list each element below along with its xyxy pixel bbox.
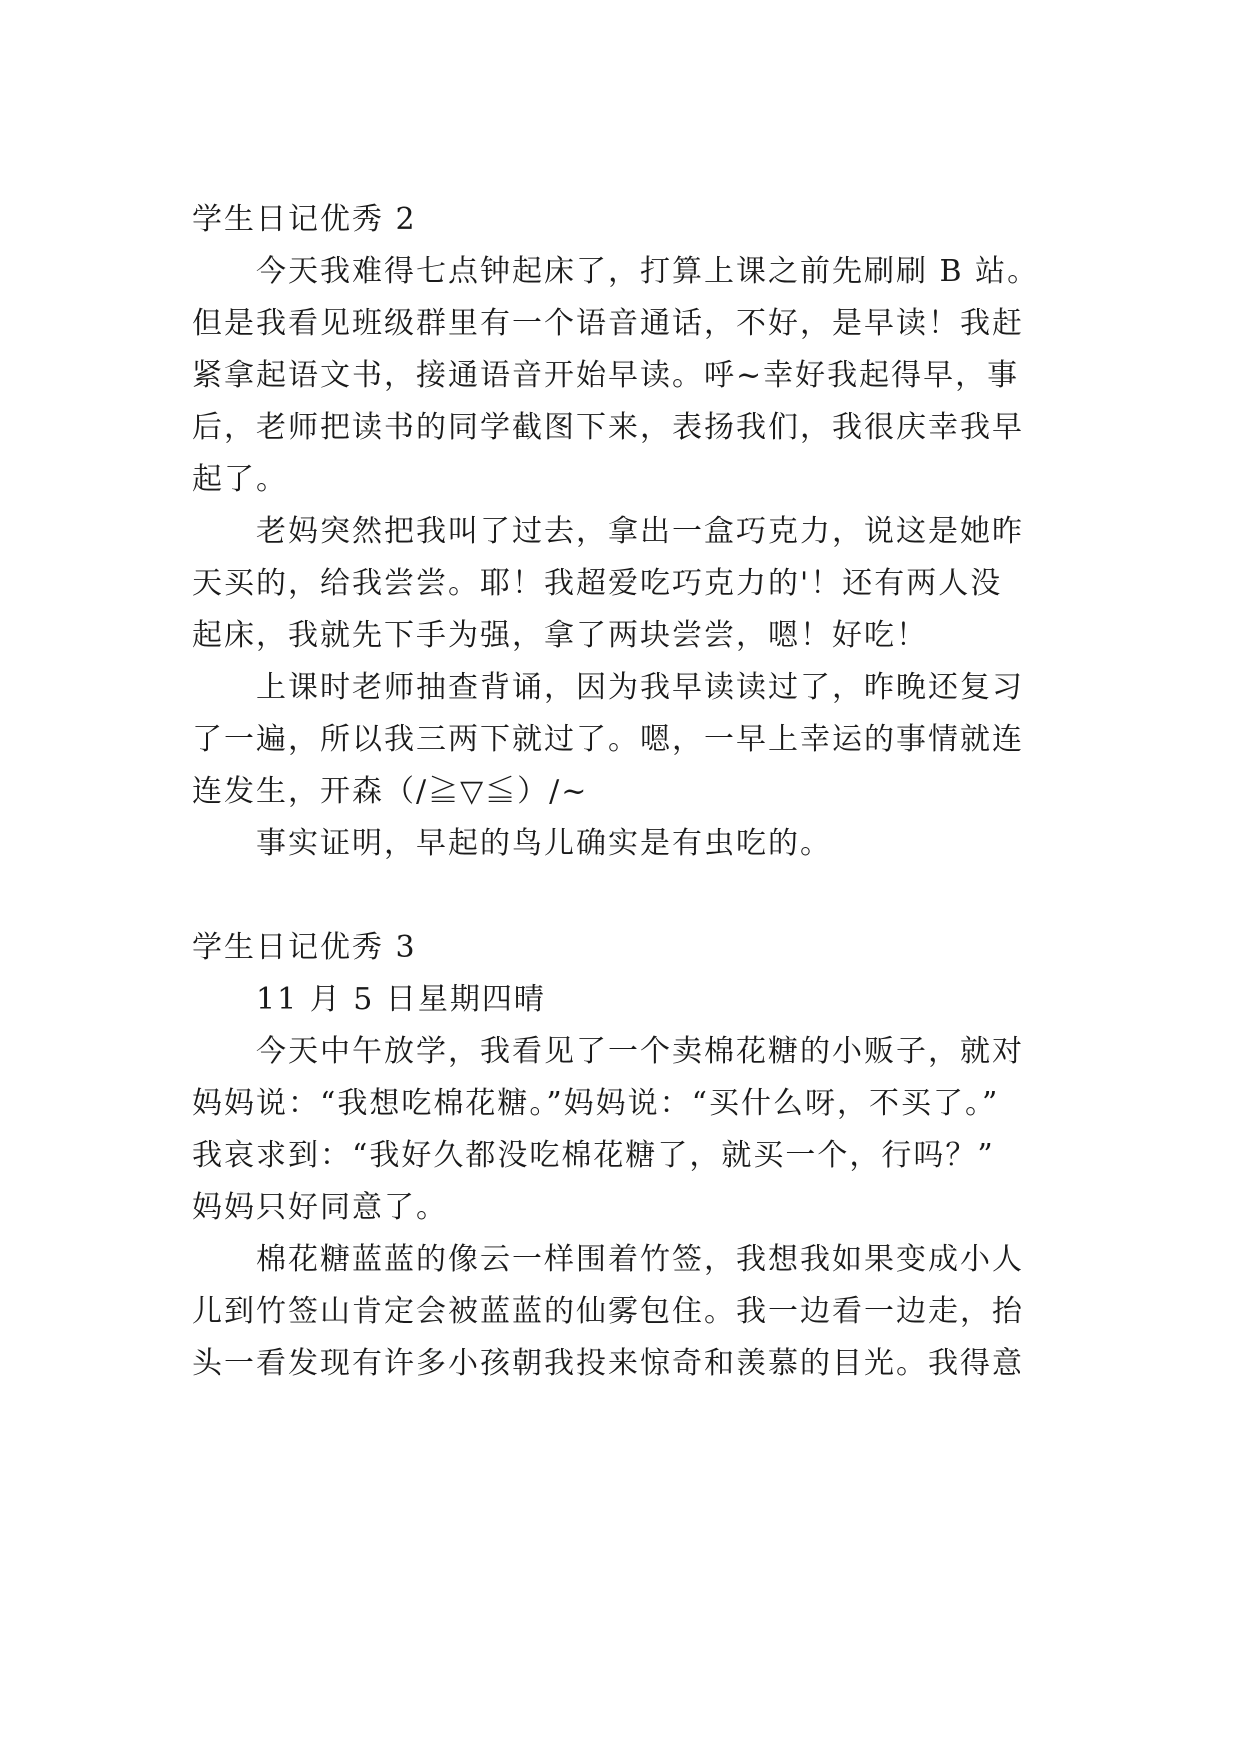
paragraph-line: 但是我看见班级群里有一个语音通话，不好，是早读！我赶 [192,306,1024,341]
paragraph-line: 儿到竹签山肯定会被蓝蓝的仙雾包住。我一边看一边走，抬 [192,1294,1024,1329]
paragraph-line: 连发生，开森（/≧▽≦）/~ [192,774,589,809]
section-heading: 学生日记优秀 2 [192,202,417,237]
paragraph-line: 事实证明，早起的鸟儿确实是有虫吃的。 [256,826,832,861]
paragraph-line: 妈妈只好同意了。 [192,1190,448,1225]
paragraph-line: 老妈突然把我叫了过去，拿出一盒巧克力，说这是她昨 [256,514,1024,549]
diary-date: 11 月 5 日星期四晴 [256,982,546,1017]
paragraph-line: 上课时老师抽查背诵，因为我早读读过了，昨晚还复习 [256,670,1024,705]
paragraph-line: 了一遍，所以我三两下就过了。嗯，一早上幸运的事情就连 [192,722,1024,757]
paragraph-line: 紧拿起语文书，接通语音开始早读。呼~幸好我起得早，事 [192,358,1020,393]
section-heading: 学生日记优秀 3 [192,930,417,965]
paragraph-line: 今天中午放学，我看见了一个卖棉花糖的小贩子，就对 [256,1034,1024,1069]
paragraph-line: 天买的，给我尝尝。耶！我超爱吃巧克力的'！还有两人没 [192,566,1003,601]
paragraph-line: 妈妈说：“我想吃棉花糖。”妈妈说：“买什么呀，不买了。” [192,1086,1000,1121]
paragraph-line: 棉花糖蓝蓝的像云一样围着竹签，我想我如果变成小人 [256,1242,1024,1277]
paragraph-line: 起床，我就先下手为强，拿了两块尝尝，嗯！好吃！ [192,618,928,653]
paragraph-line: 头一看发现有许多小孩朝我投来惊奇和羡慕的目光。我得意 [192,1346,1024,1381]
paragraph-line: 起了。 [192,462,288,497]
paragraph-line: 我哀求到：“我好久都没吃棉花糖了，就买一个，行吗？” [192,1138,995,1173]
paragraph-line: 今天我难得七点钟起床了，打算上课之前先刷刷 B 站。 [256,254,1040,289]
paragraph-line: 后，老师把读书的同学截图下来，表扬我们，我很庆幸我早 [192,410,1024,445]
